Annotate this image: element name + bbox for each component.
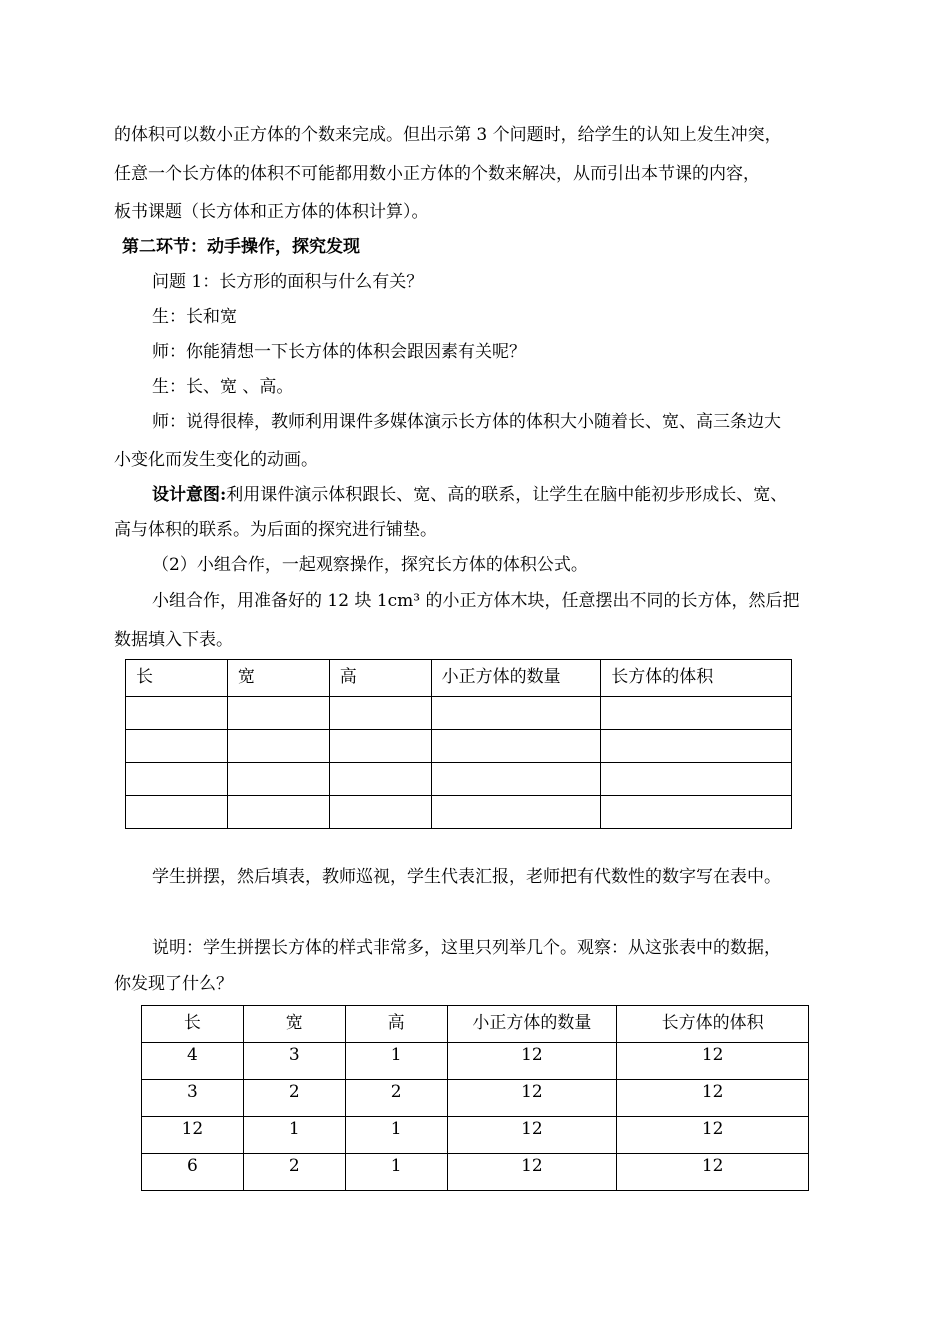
table-cell: [126, 796, 228, 829]
table-row: [142, 1117, 809, 1154]
table-cell: 1: [345, 1117, 447, 1154]
section-heading: 第二环节：动手操作，探究发现: [122, 237, 360, 257]
table-cell: [227, 796, 329, 829]
table-cell: [431, 730, 601, 763]
table-cell: [329, 730, 431, 763]
table-cell: [601, 697, 792, 730]
table-cell: 1: [345, 1154, 447, 1191]
table-cell: 1: [345, 1043, 447, 1080]
dialogue-line: 生：长、宽 、高。: [152, 377, 294, 397]
table-header-cell: 长方体的体积: [617, 1006, 809, 1043]
table-cell: 12: [142, 1117, 244, 1154]
table-header-cell: 长方体的体积: [601, 660, 792, 697]
table-cell: 12: [447, 1043, 617, 1080]
table-cell: [329, 697, 431, 730]
paragraph-line: 任意一个长方体的体积不可能都用数小正方体的个数来解决，从而引出本节课的内容，: [114, 164, 760, 184]
table-row: [126, 697, 792, 730]
table-cell: 2: [243, 1154, 345, 1191]
table-cell: [227, 730, 329, 763]
table-header-cell: 长: [142, 1006, 244, 1043]
table-cell: [126, 730, 228, 763]
dialogue-line: 师：你能猜想一下长方体的体积会跟因素有关呢？: [152, 342, 526, 362]
paragraph-line: 小组合作，用准备好的 12 块 1cm³ 的小正方体木块，任意摆出不同的长方体，然后把: [152, 591, 800, 611]
result-data-table: [141, 1005, 809, 1191]
paragraph-line: 板书课题（长方体和正方体的体积计算）。: [114, 202, 429, 222]
paragraph-line: 数据填入下表。: [114, 630, 233, 650]
table-cell: [601, 730, 792, 763]
table-cell: [431, 796, 601, 829]
table-row: [126, 796, 792, 829]
table-cell: [431, 763, 601, 796]
table-cell: 12: [617, 1043, 809, 1080]
design-intent-line: [152, 484, 787, 506]
dialogue-line: 小变化而发生变化的动画。: [114, 450, 318, 470]
subsection-heading: （2）小组合作，一起观察操作，探究长方体的体积公式。: [152, 555, 588, 575]
dialogue-line: 师：说得很棒，教师利用课件多媒体演示长方体的体积大小随着长、宽、高三条边大: [152, 412, 781, 432]
table-row: [142, 1080, 809, 1117]
table-cell: 12: [617, 1117, 809, 1154]
paragraph-line: 说明：学生拼摆长方体的样式非常多，这里只列举几个。观察：从这张表中的数据，: [152, 938, 781, 958]
dialogue-line: 问题 1：长方形的面积与什么有关？: [152, 272, 424, 292]
table-cell: [601, 796, 792, 829]
table-cell: [431, 697, 601, 730]
design-intent-line: 高与体积的联系。为后面的探究进行铺垫。: [114, 520, 437, 540]
table-header-cell: 宽: [227, 660, 329, 697]
table-cell: [126, 763, 228, 796]
table-header-cell: 高: [329, 660, 431, 697]
design-intent-label: 设计意图:: [152, 485, 227, 505]
table-cell: 12: [617, 1080, 809, 1117]
table-header-row: [142, 1006, 809, 1043]
table-cell: 3: [243, 1043, 345, 1080]
table-header-cell: 小正方体的数量: [431, 660, 601, 697]
table-cell: 12: [617, 1154, 809, 1191]
table-row: [142, 1043, 809, 1080]
table-cell: 2: [243, 1080, 345, 1117]
table-row: [126, 730, 792, 763]
paragraph-line: 的体积可以数小正方体的个数来完成。但出示第 3 个问题时，给学生的认知上发生冲突，: [114, 125, 782, 145]
table-cell: 4: [142, 1043, 244, 1080]
table-header-cell: 小正方体的数量: [447, 1006, 617, 1043]
table-header-cell: 长: [126, 660, 228, 697]
table-row: [142, 1154, 809, 1191]
table-cell: [329, 796, 431, 829]
table-cell: [601, 763, 792, 796]
table-header-cell: 高: [345, 1006, 447, 1043]
table-cell: [227, 763, 329, 796]
table-cell: 6: [142, 1154, 244, 1191]
table-cell: 3: [142, 1080, 244, 1117]
table-cell: [227, 697, 329, 730]
table-cell: 1: [243, 1117, 345, 1154]
table-cell: 12: [447, 1080, 617, 1117]
paragraph-line: 学生拼摆，然后填表，教师巡视，学生代表汇报，老师把有代数性的数字写在表中。: [152, 867, 781, 887]
table-cell: [329, 763, 431, 796]
blank-data-table: [125, 659, 792, 829]
table-cell: [126, 697, 228, 730]
design-intent-text: 利用课件演示体积跟长、宽、高的联系，让学生在脑中能初步形成长、宽、: [226, 485, 788, 505]
table-cell: 12: [447, 1154, 617, 1191]
paragraph-line: 你发现了什么？: [114, 974, 233, 994]
table-cell: 2: [345, 1080, 447, 1117]
table-header-cell: 宽: [243, 1006, 345, 1043]
table-header-row: [126, 660, 792, 697]
table-row: [126, 763, 792, 796]
table-cell: 12: [447, 1117, 617, 1154]
dialogue-line: 生：长和宽: [152, 307, 237, 327]
